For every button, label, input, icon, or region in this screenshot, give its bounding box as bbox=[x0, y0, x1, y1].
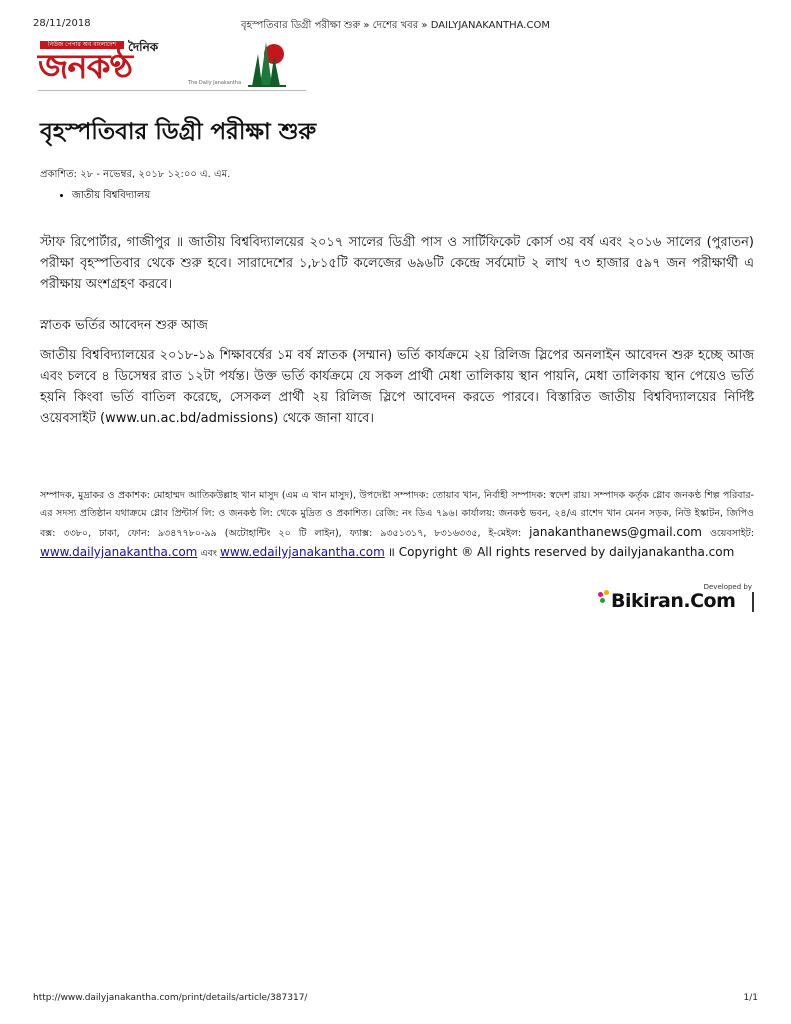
published-label: প্রকাশিত: bbox=[40, 169, 78, 180]
category-item[interactable]: • জাতীয় বিশ্ববিদ্যালয় bbox=[72, 188, 150, 205]
janakantha-logo[interactable] bbox=[38, 40, 306, 90]
logo-tagline: নিউজ পেপার অব বাংলাদেশ bbox=[40, 41, 124, 49]
logo-sub: The Daily Janakantha bbox=[188, 80, 242, 86]
article-paragraph-1: স্টাফ রিপোর্টার, গাজীপুর ॥ জাতীয় বিশ্ববিদ্যালয়ের ২০১৭ সালের ডিগ্রী পাস ও সার্টিফিকেট কোর্স ৩য় বর্ষ এবং ২০১৬ সালের (পুরাতন) পরীক্ষা বৃহস্পতিবার থেকে শুরু হবে। সারাদেশের ১,৮১৫টি কলেজের ৬৯৬টি কেন্দ্রে সর্বমোট ২ লাখ ৭৩ হাজার ৫৯৭ জন পরীক্ষার্থী এ পরীক্ষায় অংশগ্রহণ করবে। bbox=[40, 235, 754, 292]
published-value: ২৮ - নভেম্বর, ২০১৮ ১২:০০ এ. এম. bbox=[80, 169, 231, 180]
footer-website-label: ওয়েবসাইট: bbox=[709, 528, 754, 539]
article-subheading: স্নাতক ভর্তির আবেদন শুরু আজ bbox=[40, 318, 208, 333]
print-header bbox=[0, 18, 791, 34]
category-list bbox=[40, 188, 150, 205]
print-date: 28/11/2018 bbox=[33, 18, 91, 29]
monument-icon bbox=[244, 40, 288, 88]
developer-name: Bikiran.Com bbox=[611, 590, 736, 612]
imprint-footer bbox=[40, 487, 754, 563]
footer-and: এবং bbox=[200, 548, 217, 559]
logo-daily: দৈনিক bbox=[128, 40, 159, 54]
article-paragraph-2: জাতীয় বিশ্ববিদ্যালয়ের ২০১৮-১৯ শিক্ষাবর্ষের ১ম বর্ষ স্নাতক (সম্মান) ভর্তি কার্যক্রমে ২য় রিলিজ স্লিপের অনলাইন আবেদন শুরু হচ্ছে আজ এবং চলবে ৪ ডিসেম্বর রাত ১২টা পর্যন্ত। উক্ত ভর্তি কার্যক্রমে যে সকল প্রার্থী মেধা তালিকায় স্থান পায়নি, মেধা তালিকায় স্থান পেয়েও ভর্তি হয়নি কিংবা ভর্তি বাতিল করেছে, সেসকল প্রার্থী ২য় রিলিজ স্লিপে আবেদন করতে পারবে। বিস্তারিত জাতীয় বিশ্ববিদ্যালয়ের নির্দিষ্ট ওয়েবসাইট (www.un.ac.bd/admissions) থেকে জানা যাবে। bbox=[40, 348, 754, 426]
footer-copyright: ॥ Copyright ® All rights reserved by dailyjanakantha.com bbox=[387, 545, 735, 559]
developer-label: Developed by bbox=[703, 583, 752, 591]
bikiran-logo-icon bbox=[598, 590, 610, 610]
footer-link-edailyjanakantha[interactable]: www.edailyjanakantha.com bbox=[220, 545, 385, 559]
imprint-text: সম্পাদক, মুদ্রাকর ও প্রকাশক: মোহাম্মদ আতিকউল্লাহ খান মাসুদ (এম এ খান মাসুদ), উপদেষ্টা সম্পাদক: তোয়াব খান, নির্বাহী সম্পাদক: স্বদেশ রায়। সম্পাদক কর্তৃক গ্লোব জনকণ্ঠ শিল্প পরিবার-এর সদস্য প্রতিষ্ঠান যথাক্রমে গ্লোব প্রিন্টার্স লি: ও জনকণ্ঠ লি: থেকে মুদ্রিত ও প্রকাশিত। রেজি: নং ডিএ ৭৯৬। কার্যালয়: জনকণ্ঠ ভবন, ২৪/এ রাশেদ খান মেনন সড়ক, নিউ ইস্কাটন, জিপিও বক্স: ৩৩৮০, ঢাকা, ফোন: ৯৩৪৭৭৮০-৯৯ (অটোহান্টিং ২০ টি লাইন), ফ্যাক্স: ৯৩৫১৩১৭, ৮৩১৬৩৩৫, ই-মেইল: bbox=[40, 490, 754, 539]
article-title: বৃহস্পতিবার ডিগ্রী পরীক্ষা শুরু bbox=[40, 119, 317, 145]
logo-name: জনকণ্ঠ bbox=[38, 47, 133, 87]
developer-credit[interactable] bbox=[598, 584, 754, 612]
footer-email[interactable]: janakanthanews@gmail.com bbox=[529, 525, 702, 539]
page-number: 1/1 bbox=[743, 993, 758, 1003]
print-url: http://www.dailyjanakantha.com/print/details/article/387317/ bbox=[33, 993, 308, 1003]
print-page-title: বৃহস্পতিবার ডিগ্রী পরীক্ষা শুরু » দেশের খবর » DAILYJANAKANTHA.COM bbox=[241, 20, 550, 31]
footer-link-dailyjanakantha[interactable]: www.dailyjanakantha.com bbox=[40, 545, 198, 559]
published-date bbox=[40, 167, 230, 184]
brand-divider bbox=[752, 592, 754, 612]
logo-divider bbox=[38, 90, 306, 91]
